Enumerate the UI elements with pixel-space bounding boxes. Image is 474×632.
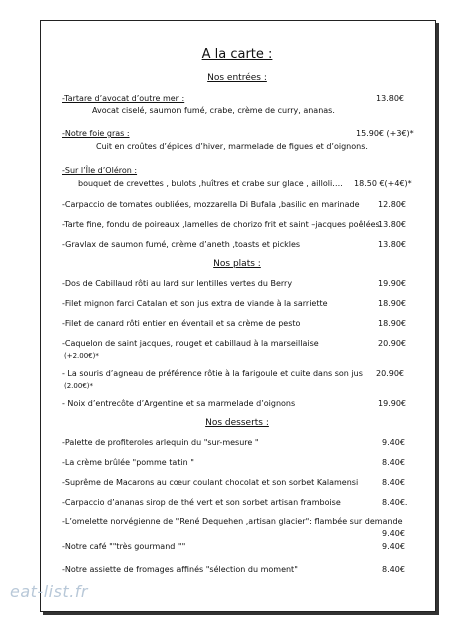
dessert-name: -Carpaccio d’ananas sirop de thé vert et son sorbet artisan framboise <box>62 498 341 507</box>
dessert-name: -L’omelette norvégienne de "René Dequehen ,artisan glacier": flambée sur demande <box>62 517 403 526</box>
plat-price: 18.90€ <box>378 299 406 308</box>
entree-price: 13.80€ <box>376 94 404 103</box>
entree-desc: bouquet de crevettes , bulots ,huîtres et crabe sur glace , ailloli…. <box>78 179 343 188</box>
plat-price: 20.90€ <box>376 369 404 378</box>
dessert-price: 8.40€ <box>382 478 405 487</box>
plat-name: -Caquelon de saint jacques, rouget et cabillaud à la marseillaise <box>62 339 319 348</box>
entree-name: -Notre foie gras : <box>62 129 130 138</box>
entree-price: 15.90€ (+3€)* <box>356 129 414 138</box>
dessert-name: -Palette de profiteroles arlequin du "sur-mesure " <box>62 438 259 447</box>
entree-name: -Tarte fine, fondu de poireaux ,lamelles de chorizo frit et saint –jacques poêlées <box>62 220 380 229</box>
dessert-price: 9.40€ <box>382 438 405 447</box>
entree-name: -Carpaccio de tomates oubliées, mozzarella Di Bufala ,basilic en marinade <box>62 200 360 209</box>
plat-name: -Filet mignon farci Catalan et son jus extra de viande à la sarriette <box>62 299 328 308</box>
plat-name: - Noix d’entrecôte d’Argentine et sa marmelade d’oignons <box>62 399 296 408</box>
section-entrees: Nos entrées : <box>207 73 267 83</box>
plat-sub: (2.00€)* <box>64 382 94 390</box>
entree-price: 13.80€ <box>378 240 406 249</box>
dessert-price: 9.40€ <box>382 542 405 551</box>
dessert-name: -Notre assiette de fromages affinés "sélection du moment" <box>62 565 298 574</box>
plat-sub: (+2.00€)* <box>64 352 99 360</box>
section-plats: Nos plats : <box>213 259 261 269</box>
entree-price: 18.50 €(+4€)* <box>354 179 412 188</box>
menu-title: A la carte : <box>201 47 273 62</box>
entree-price: 13.80€ <box>378 220 406 229</box>
dessert-name: -Notre café ""très gourmand "" <box>62 542 186 551</box>
watermark: eat-list.fr <box>10 582 88 601</box>
entree-name: -Tartare d’avocat d’outre mer : <box>62 94 185 103</box>
entree-desc: Cuit en croûtes d’épices d’hiver, marmelade de figues et d’oignons. <box>96 142 368 151</box>
plat-price: 19.90€ <box>378 399 406 408</box>
plat-price: 18.90€ <box>378 319 406 328</box>
dessert-price: 8.40€ <box>382 458 405 467</box>
plat-name: -Dos de Cabillaud rôti au lard sur lentilles vertes du Berry <box>62 279 293 288</box>
dessert-price: 9.40€ <box>382 529 405 538</box>
dessert-name: -Suprême de Macarons au cœur coulant chocolat et son sorbet Kalamensi <box>62 478 359 487</box>
dessert-price: 8.40€. <box>382 498 408 507</box>
entree-desc: Avocat ciselé, saumon fumé, crabe, crème de curry, ananas. <box>92 106 335 115</box>
plat-name: - La souris d’agneau de préférence rôtie à la farigoule et cuite dans son jus <box>62 369 363 378</box>
entree-price: 12.80€ <box>378 200 406 209</box>
section-desserts: Nos desserts : <box>205 418 269 428</box>
plat-price: 20.90€ <box>378 339 406 348</box>
dessert-price: 8.40€ <box>382 565 405 574</box>
plat-price: 19.90€ <box>378 279 406 288</box>
entree-name: -Sur l’Île d’Oléron : <box>62 166 138 175</box>
dessert-name: -La crème brûlée "pomme tatin " <box>62 458 194 467</box>
entree-name: -Gravlax de saumon fumé, crème d’aneth ,toasts et pickles <box>62 240 301 249</box>
plat-name: -Filet de canard rôti entier en éventail et sa crème de pesto <box>62 319 301 328</box>
